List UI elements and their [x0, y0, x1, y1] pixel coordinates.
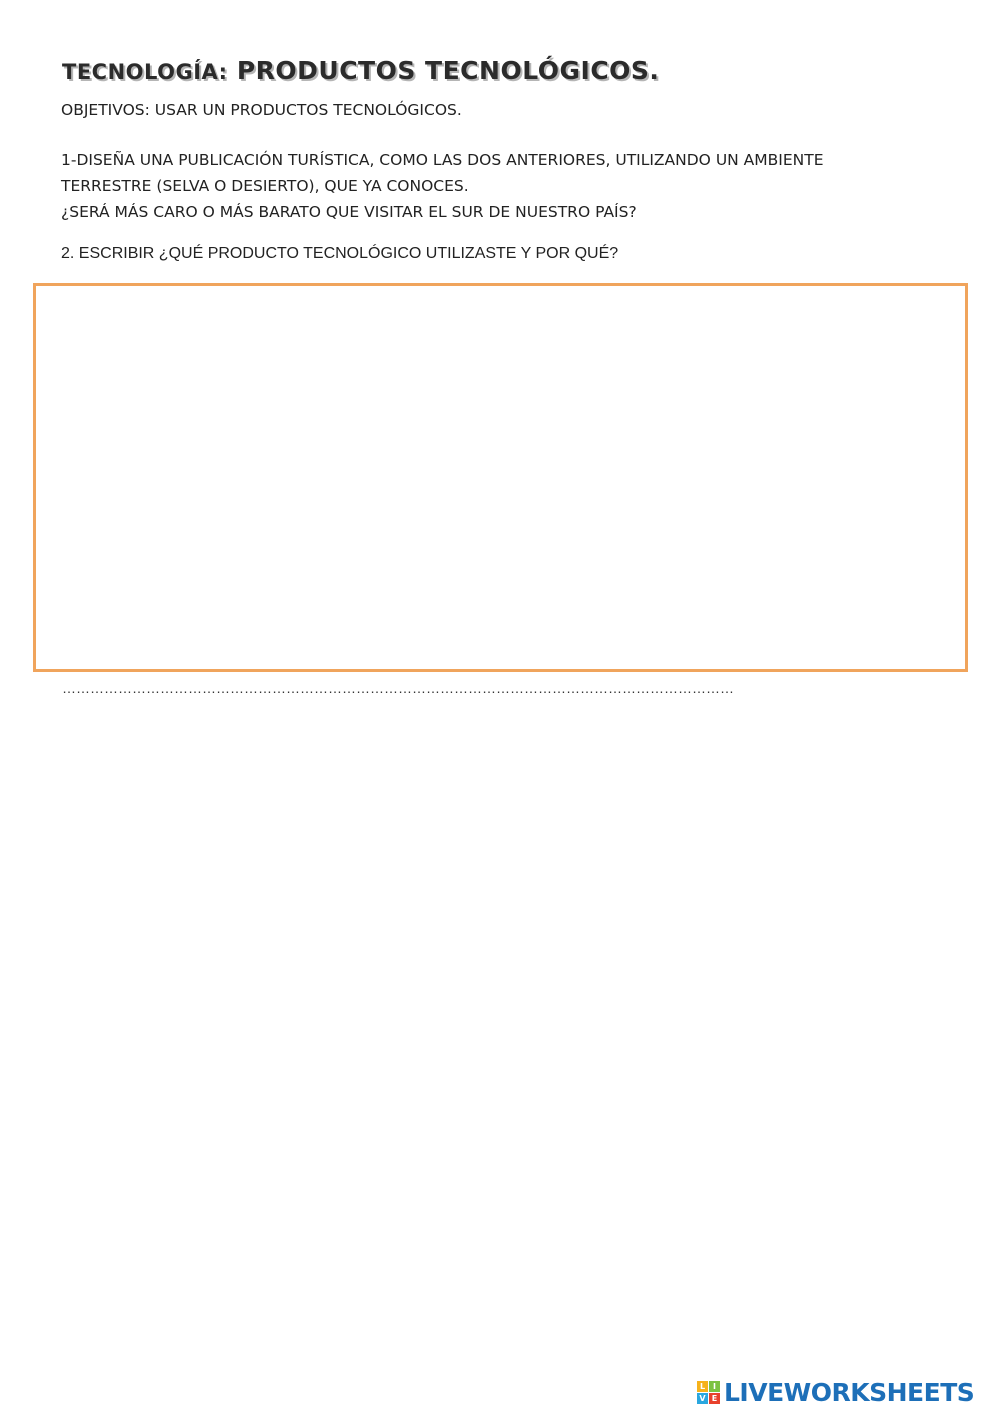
answer-dotted-line: ………………………………………………………………………………………………………………………………: [62, 680, 734, 696]
liveworksheets-icon: [697, 1381, 720, 1404]
logo-tile-l: L: [697, 1381, 708, 1392]
task1-line3: ¿SERÁ MÁS CARO O MÁS BARATO QUE VISITAR EL SUR DE NUESTRO PAÍS?: [61, 203, 637, 221]
task1-line1: 1-DISEÑA UNA PUBLICACIÓN TURÍSTICA, COMO LAS DOS ANTERIORES, UTILIZANDO UN AMBIENTE: [61, 151, 824, 169]
worksheet-title: [62, 56, 659, 85]
logo-tile-v: V: [697, 1393, 708, 1404]
task2-text: 2. ESCRIBIR ¿QUÉ PRODUCTO TECNOLÓGICO UTILIZASTE Y POR QUÉ?: [61, 245, 619, 262]
logo-tile-e: E: [709, 1393, 720, 1404]
brand-name: LIVEWORKSHEETS: [724, 1377, 975, 1407]
logo-tile-i: I: [709, 1381, 720, 1392]
title-prefix: TECNOLOGÍA:: [62, 60, 228, 84]
answer-text-box[interactable]: [33, 283, 968, 672]
task1-line2: TERRESTRE (SELVA O DESIERTO), QUE YA CONOCES.: [61, 177, 469, 195]
objective-text: OBJETIVOS: USAR UN PRODUCTOS TECNOLÓGICOS.: [61, 101, 462, 119]
title-main: PRODUCTOS TECNOLÓGICOS.: [236, 56, 660, 85]
liveworksheets-logo: [697, 1377, 974, 1407]
